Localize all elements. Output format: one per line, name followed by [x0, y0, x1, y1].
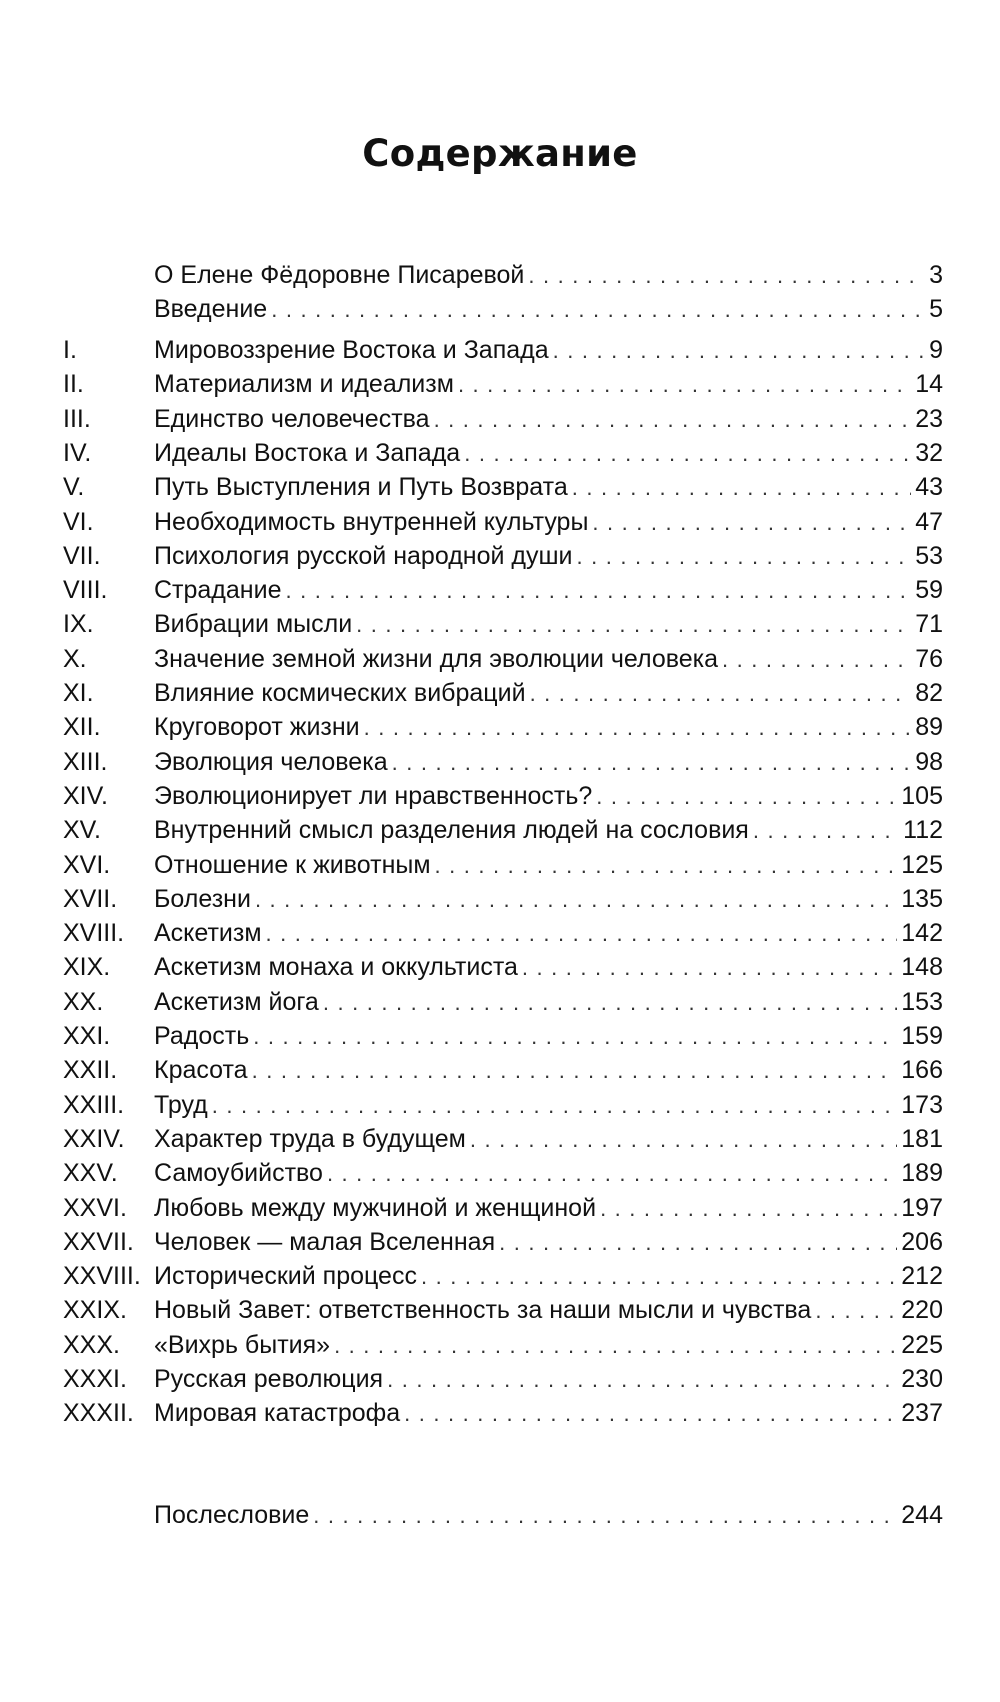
entry-title: Красота — [154, 1053, 252, 1087]
toc-line — [154, 848, 943, 883]
chapter-number: XXXI. — [63, 1365, 127, 1393]
dot-leader — [212, 1089, 898, 1123]
chapter-number: XIX. — [63, 953, 111, 982]
page-number: 5 — [925, 292, 943, 326]
chapter-number: IV. — [63, 438, 92, 467]
dot-leader — [530, 677, 912, 711]
chapter-number: XX. — [63, 987, 104, 1016]
entry-title: Русская революция — [154, 1362, 387, 1396]
toc-entry — [0, 642, 1000, 676]
chapter-number: XII. — [63, 713, 101, 742]
toc-line — [154, 1498, 943, 1533]
entry-title: Труд — [154, 1088, 212, 1122]
page-number: 189 — [897, 1156, 943, 1190]
toc-line — [154, 1259, 943, 1294]
chapter-number: XXV. — [63, 1159, 118, 1188]
dot-leader — [528, 259, 925, 293]
chapter-number: XXIV. — [63, 1124, 125, 1153]
page-number: 244 — [897, 1498, 943, 1532]
entry-title: О Елене Фёдоровне Писаревой — [154, 258, 528, 292]
chapter-number: XXI. — [63, 1022, 111, 1050]
chapter-number: X. — [63, 644, 87, 673]
toc-entry — [0, 436, 1000, 470]
toc-entry — [0, 745, 1000, 779]
toc-entry — [0, 258, 1000, 292]
page-number: 105 — [897, 779, 943, 813]
toc-line — [154, 1328, 943, 1363]
dot-leader — [253, 1020, 897, 1054]
chapter-number: III. — [63, 404, 91, 433]
toc-line — [154, 1053, 943, 1088]
toc-entry — [0, 402, 1000, 436]
toc-entry — [0, 1156, 1000, 1190]
toc-line — [154, 779, 943, 814]
toc-line — [154, 1293, 943, 1328]
page-number: 47 — [911, 505, 943, 539]
dot-leader — [435, 849, 898, 883]
toc-line — [154, 436, 943, 471]
toc-entry — [0, 367, 1000, 401]
entry-title: Мировая катастрофа — [154, 1396, 404, 1430]
toc-line — [154, 1088, 943, 1123]
dot-leader — [458, 368, 911, 402]
entry-title: Вибрации мысли — [154, 607, 356, 641]
dot-leader — [387, 1363, 897, 1397]
entry-title: Страдание — [154, 573, 285, 607]
toc-entry — [0, 1328, 1000, 1362]
dot-leader — [470, 1123, 897, 1157]
toc-line — [154, 745, 943, 780]
chapter-number: XXII. — [63, 1056, 118, 1085]
chapter-number: XXIII. — [63, 1090, 125, 1119]
page-number: 153 — [897, 985, 943, 1019]
page-number: 43 — [911, 470, 943, 504]
toc-line — [154, 607, 943, 642]
toc-entry — [0, 813, 1000, 847]
toc-entry — [0, 1088, 1000, 1122]
page-number: 9 — [925, 333, 943, 367]
toc-entry — [0, 539, 1000, 573]
toc-entry — [0, 779, 1000, 813]
toc-line — [154, 539, 943, 574]
entry-title: Влияние космических вибраций — [154, 676, 530, 710]
page-number: 173 — [897, 1088, 943, 1122]
chapter-number: XVII. — [63, 884, 118, 913]
entry-title: Внутренний смысл разделения людей на сословия — [154, 813, 753, 847]
dot-leader — [266, 917, 898, 951]
toc-entry — [0, 848, 1000, 882]
chapter-number: I. — [63, 336, 77, 364]
toc-line — [154, 367, 943, 402]
page-number: 59 — [911, 573, 943, 607]
chapter-number: XVI. — [63, 850, 111, 879]
entry-title: Самоубийство — [154, 1156, 327, 1190]
toc-line — [154, 573, 943, 608]
dot-leader — [271, 293, 925, 327]
toc-line — [154, 333, 943, 368]
page-number: 82 — [911, 676, 943, 710]
entry-title: Болезни — [154, 882, 255, 916]
entry-title: Введение — [154, 292, 271, 326]
dot-leader — [252, 1054, 898, 1088]
page-number: 237 — [897, 1396, 943, 1430]
toc-entry — [0, 607, 1000, 641]
toc-entry — [0, 916, 1000, 950]
entry-title: Значение земной жизни для эволюции человека — [154, 642, 722, 676]
entry-title: Идеалы Востока и Запада — [154, 436, 464, 470]
toc-entry — [0, 333, 1000, 367]
dot-leader — [364, 711, 912, 745]
toc-line — [154, 950, 943, 985]
toc-entry — [0, 710, 1000, 744]
chapter-number: XI. — [63, 679, 94, 707]
page-title: Содержание — [362, 132, 638, 175]
entry-title: Эволюционирует ли нравственность? — [154, 779, 596, 813]
toc-line — [154, 292, 943, 327]
page-number: 225 — [897, 1328, 943, 1362]
page-number: 230 — [897, 1362, 943, 1396]
toc-entry — [0, 1362, 1000, 1396]
dot-leader — [753, 814, 899, 848]
entry-title: Аскетизм — [154, 916, 266, 950]
toc-line — [154, 710, 943, 745]
page-number: 112 — [899, 813, 943, 847]
page-number: 166 — [897, 1053, 943, 1087]
toc-line — [154, 1019, 943, 1054]
toc-line — [154, 1396, 943, 1431]
chapter-number: VII. — [63, 541, 101, 570]
toc-line — [154, 1225, 943, 1260]
toc-entry — [0, 1259, 1000, 1293]
dot-leader — [553, 334, 925, 368]
toc-line — [154, 676, 943, 711]
toc-entry — [0, 676, 1000, 710]
toc-entry — [0, 470, 1000, 504]
toc-line — [154, 882, 943, 917]
page-number: 71 — [911, 607, 943, 641]
toc-entry — [0, 573, 1000, 607]
toc-line — [154, 1191, 943, 1226]
dot-leader — [577, 540, 912, 574]
entry-title: Психология русской народной души — [154, 539, 577, 573]
toc-line — [154, 985, 943, 1020]
page-number: 32 — [911, 436, 943, 470]
dot-leader — [815, 1294, 897, 1328]
toc-entry — [0, 950, 1000, 984]
dot-leader — [334, 1329, 897, 1363]
chapter-number: V. — [63, 473, 85, 502]
page-number: 148 — [897, 950, 943, 984]
dot-leader — [464, 437, 911, 471]
page-number: 181 — [897, 1122, 943, 1156]
page-number: 125 — [897, 848, 943, 882]
chapter-number: XXX. — [63, 1330, 120, 1359]
page-number: 98 — [911, 745, 943, 779]
page-number: 197 — [897, 1191, 943, 1225]
toc-line — [154, 1362, 943, 1397]
dot-leader — [285, 574, 911, 608]
chapter-number: VI. — [63, 507, 94, 536]
toc-line — [154, 642, 943, 677]
page-number: 14 — [911, 367, 943, 401]
toc-entry — [0, 985, 1000, 1019]
dot-leader — [313, 1499, 897, 1533]
chapter-number: XIII. — [63, 747, 108, 776]
toc-entry — [0, 882, 1000, 916]
entry-title: Мировоззрение Востока и Запада — [154, 333, 553, 367]
dot-leader — [600, 1192, 897, 1226]
chapter-number: XXVII. — [63, 1227, 134, 1256]
dot-leader — [522, 951, 897, 985]
page-number: 212 — [897, 1259, 943, 1293]
entry-title: Круговорот жизни — [154, 710, 364, 744]
toc-line — [154, 916, 943, 951]
toc-line — [154, 1122, 943, 1157]
toc-entry — [0, 1019, 1000, 1053]
entry-title: Материализм и идеализм — [154, 367, 458, 401]
chapter-number: XXIX. — [63, 1296, 127, 1325]
chapter-number: IX. — [63, 610, 94, 639]
page-number: 53 — [911, 539, 943, 573]
page-number: 23 — [911, 402, 943, 436]
chapter-number: II. — [63, 370, 84, 399]
dot-leader — [255, 883, 897, 917]
entry-title: Единство человечества — [154, 402, 434, 436]
entry-title: Любовь между мужчиной и женщиной — [154, 1191, 600, 1225]
dot-leader — [327, 1157, 897, 1191]
dot-leader — [499, 1226, 897, 1260]
chapter-number: XXVI. — [63, 1193, 127, 1222]
entry-title: Человек — малая Вселенная — [154, 1225, 499, 1259]
entry-title: Послесловие — [154, 1498, 313, 1532]
dot-leader — [323, 986, 897, 1020]
dot-leader — [572, 471, 911, 505]
dot-leader — [596, 780, 897, 814]
page-number: 76 — [911, 642, 943, 676]
toc-line — [154, 470, 943, 505]
chapter-number: XVIII. — [63, 919, 125, 948]
chapter-number: XIV. — [63, 781, 108, 810]
toc-entry — [0, 1498, 1000, 1532]
dot-leader — [434, 403, 912, 437]
toc-line — [154, 813, 943, 848]
page-number: 89 — [911, 710, 943, 744]
dot-leader — [356, 608, 911, 642]
page-number: 206 — [897, 1225, 943, 1259]
entry-title: «Вихрь бытия» — [154, 1328, 334, 1362]
toc-entry — [0, 1396, 1000, 1430]
toc-entry — [0, 292, 1000, 326]
entry-title: Аскетизм йога — [154, 985, 323, 1019]
entry-title: Характер труда в будущем — [154, 1122, 470, 1156]
entry-title: Эволюция человека — [154, 745, 392, 779]
chapter-number: VIII. — [63, 576, 108, 605]
toc-line — [154, 505, 943, 540]
entry-title: Исторический процесс — [154, 1259, 421, 1293]
page-number: 3 — [925, 258, 943, 292]
entry-title: Радость — [154, 1019, 253, 1053]
toc-entry — [0, 1225, 1000, 1259]
page-number: 135 — [897, 882, 943, 916]
dot-leader — [392, 746, 912, 780]
dot-leader — [421, 1260, 897, 1294]
toc-line — [154, 1156, 943, 1191]
dot-leader — [592, 506, 911, 540]
dot-leader — [404, 1397, 897, 1431]
chapter-number: XV. — [63, 816, 102, 845]
entry-title: Необходимость внутренней культуры — [154, 505, 592, 539]
toc-entry — [0, 505, 1000, 539]
chapter-number: XXVIII. — [63, 1262, 141, 1291]
toc-line — [154, 258, 943, 293]
entry-title: Новый Завет: ответственность за наши мысли и чувства — [154, 1293, 815, 1327]
dot-leader — [722, 643, 911, 677]
toc-entry — [0, 1122, 1000, 1156]
page-number: 159 — [897, 1019, 943, 1053]
toc-line — [154, 402, 943, 437]
entry-title: Аскетизм монаха и оккультиста — [154, 950, 522, 984]
toc-entry — [0, 1053, 1000, 1087]
entry-title: Отношение к животным — [154, 848, 435, 882]
chapter-number: XXXII. — [63, 1399, 134, 1428]
entry-title: Путь Выступления и Путь Возврата — [154, 470, 572, 504]
page-number: 220 — [897, 1293, 943, 1327]
page-number: 142 — [897, 916, 943, 950]
toc-entry — [0, 1191, 1000, 1225]
toc-entry — [0, 1293, 1000, 1327]
